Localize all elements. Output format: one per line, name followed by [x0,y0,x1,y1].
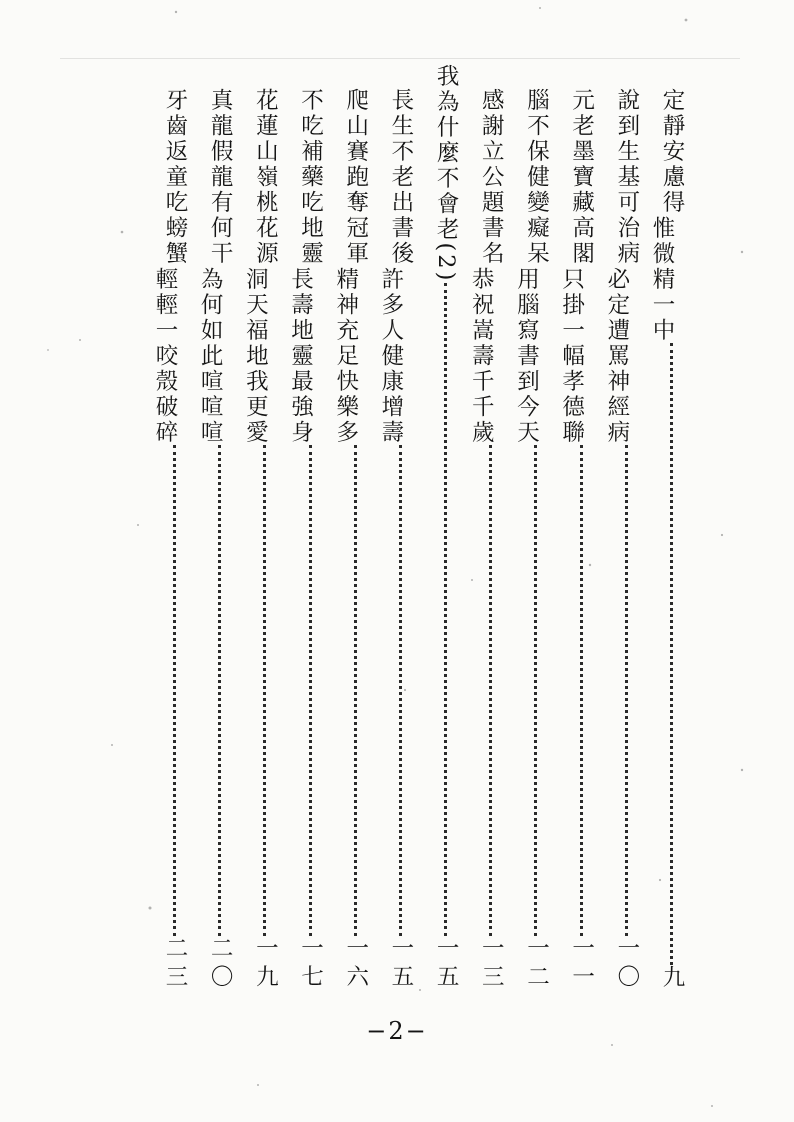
entry-title: 花蓮山嶺桃花源 [252,88,279,267]
dot-leader [444,283,447,936]
entry-page: 一〇 [613,936,640,993]
entry-title: 定靜安慮得 [659,88,685,216]
entry-title: 爬山賽跑奪冠軍 [342,88,369,267]
entry-page: 一三 [478,936,505,993]
entry-subtitle: 精神充足快樂多 [332,266,359,445]
entry-subtitle: 必定遭罵神經病 [603,266,630,445]
dot-leader [309,445,312,936]
entry-title: 長生不老出書後 [387,88,414,267]
entry-page: 一一 [568,936,595,993]
dot-leader [399,445,402,936]
dot-leader [670,343,673,965]
entry-page: 二三 [161,936,188,993]
toc-entry [197,88,238,993]
toc-entry [242,88,283,993]
entry-page: 一五 [387,936,414,993]
dot-leader [489,445,492,936]
entry-page: 九 [659,964,685,993]
dot-leader [534,445,537,936]
entry-subtitle: 恭祝嵩壽千千歲 [468,266,495,445]
table-of-contents [151,64,690,993]
entry-subtitle: 長壽地靈最強身 [287,266,314,445]
entry-title: 真龍假龍有何干 [207,88,234,267]
entry-page: 一九 [252,936,279,993]
dot-leader [173,445,176,936]
toc-entry [287,88,329,993]
entry-page: 一二 [523,936,550,993]
entry-page: 二〇 [207,936,234,993]
dot-leader [354,445,357,936]
entry-title: 我為什麼不會老(2) [433,64,460,284]
toc-entry [649,88,690,993]
entry-title: 元老墨寶藏高閣 [568,88,595,267]
entry-page: 一七 [297,936,324,993]
entry-subtitle: 只掛一幅孝德聯 [558,266,585,445]
entry-title: 說到生基可治病 [613,88,640,267]
entry-subtitle: 洞天福地我更愛 [242,266,269,445]
page-number: −2− [366,1017,428,1045]
toc-entry [332,88,374,993]
entry-title: 感謝立公題書名 [478,88,505,267]
entry-subtitle: 輕輕一咬殼破碎 [151,266,178,445]
toc-entry [603,88,645,993]
entry-page: 一五 [433,936,460,993]
toc-entry [468,88,509,993]
entry-title: 不吃補藥吃地靈 [297,88,324,267]
entry-title: 腦不保健變癡呆 [523,88,550,267]
entry-page: 一六 [342,936,369,993]
toc-section-heading [427,64,464,993]
entry-subtitle: 為何如此喧喧喧 [197,266,224,445]
entry-subtitle: 惟微精一中 [649,215,675,343]
toc-entry [151,88,193,993]
dot-leader [218,445,221,936]
toc-entry [377,88,419,993]
dot-leader [625,445,628,936]
toc-entry [558,88,600,993]
entry-title: 牙齒返童吃螃蟹 [161,88,188,267]
dot-leader [580,445,583,936]
dot-leader [263,445,266,936]
entry-subtitle: 用腦寫書到今天 [513,266,540,445]
toc-entry [513,88,554,993]
entry-subtitle: 許多人健康增壽 [377,266,404,445]
